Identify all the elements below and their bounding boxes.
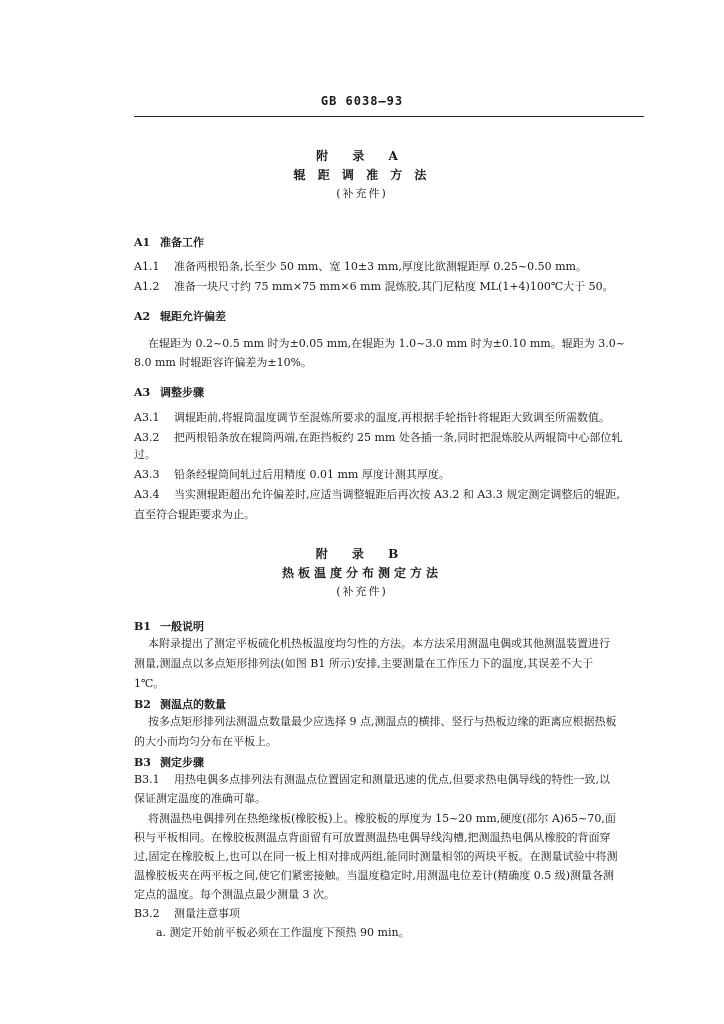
clause-text: 准备两根铅条,长至少 50 mm、宽 10±3 mm,厚度比欲测辊距厚 0.25~0.50 mm。 — [174, 260, 587, 273]
paragraph-line: 温橡胶板夹在两平板之间,使它们紧密接触。当温度稳定时,用测温电位差计(精确度 0.5 级)测量各测 — [134, 869, 615, 882]
clause-number: A3.1 — [134, 411, 160, 424]
clause-text: 铅条经辊筒间轧过后用精度 0.01 mm 厚度计测其厚度。 — [174, 468, 450, 481]
appendix-a-title: 附 录 A — [316, 149, 408, 163]
paragraph-line: 本附录提出了测定平板硫化机热板温度均匀性的方法。本方法采用测温电偶或其他测温装置进行 — [148, 637, 610, 650]
page-header: GB 6038—93 — [320, 94, 404, 108]
header-rule — [134, 116, 644, 117]
clause-a3-4 — [134, 488, 620, 502]
clause-b3-2 — [134, 907, 240, 921]
section-a1-heading — [134, 234, 204, 250]
section-a2-heading — [134, 308, 226, 324]
clause-continuation: 直至符合辊距要求为止。 — [134, 508, 255, 521]
section-number: A1 — [134, 236, 151, 249]
clause-number: B3.1 — [134, 773, 160, 786]
clause-a3-2 — [134, 431, 622, 445]
clause-a3-3 — [134, 468, 450, 482]
clause-text: 准备一块尺寸约 75 mm×75 mm×6 mm 混炼胶,其门尼粘度 ML(1+4)100℃大于 50。 — [174, 280, 614, 293]
section-b2-heading — [134, 696, 226, 712]
clause-b3-1 — [134, 773, 610, 787]
section-title: 辊距允许偏差 — [160, 310, 226, 323]
clause-text: 用热电偶多点排列法有测温点位置固定和测量迅速的优点,但要求热电偶导线的特性一致,以 — [174, 773, 610, 786]
paragraph-line: 测量,测温点以多点矩形排列法(如图 B1 所示)安排,主要测量在工作压力下的温度,其误差不大于 — [134, 657, 594, 670]
appendix-a-subtitle: 辊 距 调 准 方 法 — [293, 168, 431, 182]
clause-title: 测量注意事项 — [174, 907, 240, 920]
section-title: 准备工作 — [160, 236, 204, 249]
paragraph-line: 的大小而均匀分布在平板上。 — [134, 735, 277, 748]
section-number: B3 — [134, 756, 151, 769]
appendix-b-subtitle: 热板温度分布测定方法 — [281, 566, 442, 580]
paragraph-line: 定点的温度。每个测温点最少测量 3 次。 — [134, 888, 335, 901]
clause-number: B3.2 — [134, 907, 160, 920]
paragraph-line: 按多点矩形排列法测温点数量最少应选择 9 点,测温点的横排、竖行与热板边缘的距离应根据热板 — [148, 715, 617, 728]
paragraph-line: 在辊距为 0.2~0.5 mm 时为±0.05 mm,在辊距为 1.0~3.0 mm 时为±0.10 mm。辊距为 3.0~ — [148, 337, 625, 350]
section-number: B2 — [134, 698, 151, 711]
paragraph-line: 1℃。 — [134, 677, 165, 690]
appendix-b-note: (补充件) — [336, 585, 388, 598]
clause-text: 把两根铅条放在辊筒两端,在距挡板约 25 mm 处各插一条,同时把混炼胶从两辊筒中心部位轧 — [174, 431, 623, 444]
clause-text: 调辊距前,将辊筒温度调节至混炼所要求的温度,再根据手轮指针将辊距大致调至所需数值。 — [174, 411, 610, 424]
paragraph-line: 将测温热电偶排列在热绝缘板(橡胶板)上。橡胶板的厚度为 15~20 mm,硬度(邵尔 A)65~70,面 — [148, 812, 616, 825]
clause-text: 当实测辊距超出允许偏差时,应适当调整辊距后再次按 A3.2 和 A3.3 规定测定调整后的辊距, — [174, 488, 620, 501]
clause-number: A3.2 — [134, 431, 160, 444]
section-number: A2 — [134, 310, 151, 323]
clause-a1-2 — [134, 280, 614, 294]
clause-a3-1 — [134, 411, 610, 425]
section-title: 一般说明 — [160, 620, 204, 633]
paragraph-line: 8.0 mm 时辊距容许偏差为±10%。 — [134, 356, 313, 369]
section-title: 测温点的数量 — [160, 698, 226, 711]
section-title: 调整步骤 — [160, 386, 204, 399]
appendix-a-note: (补充件) — [336, 187, 388, 200]
list-item: a. 测定开始前平板必须在工作温度下预热 90 min。 — [156, 926, 410, 939]
clause-number: A3.4 — [134, 488, 160, 501]
clause-number: A1.2 — [134, 280, 160, 293]
paragraph-line: 保证测定温度的准确可靠。 — [134, 792, 266, 805]
section-b3-heading — [134, 754, 204, 770]
section-number: A3 — [134, 386, 151, 399]
section-title: 测定步骤 — [160, 756, 204, 769]
clause-number: A1.1 — [134, 260, 160, 273]
section-number: B1 — [134, 620, 151, 633]
section-a3-heading — [134, 384, 204, 400]
clause-a1-1 — [134, 260, 587, 274]
appendix-b-title: 附 录 B — [315, 547, 409, 561]
clause-number: A3.3 — [134, 468, 160, 481]
clause-continuation: 过。 — [134, 448, 156, 461]
paragraph-line: 积与平板相同。在橡胶板测温点背面留有可放置测温热电偶导线沟槽,把测温热电偶从橡胶的背面穿 — [134, 831, 611, 844]
paragraph-line: 过,固定在橡胶板上,也可以在同一板上相对排成两组,能同时测量相邻的两块平板。在测量试验中将测 — [134, 850, 618, 863]
section-b1-heading — [134, 618, 204, 634]
